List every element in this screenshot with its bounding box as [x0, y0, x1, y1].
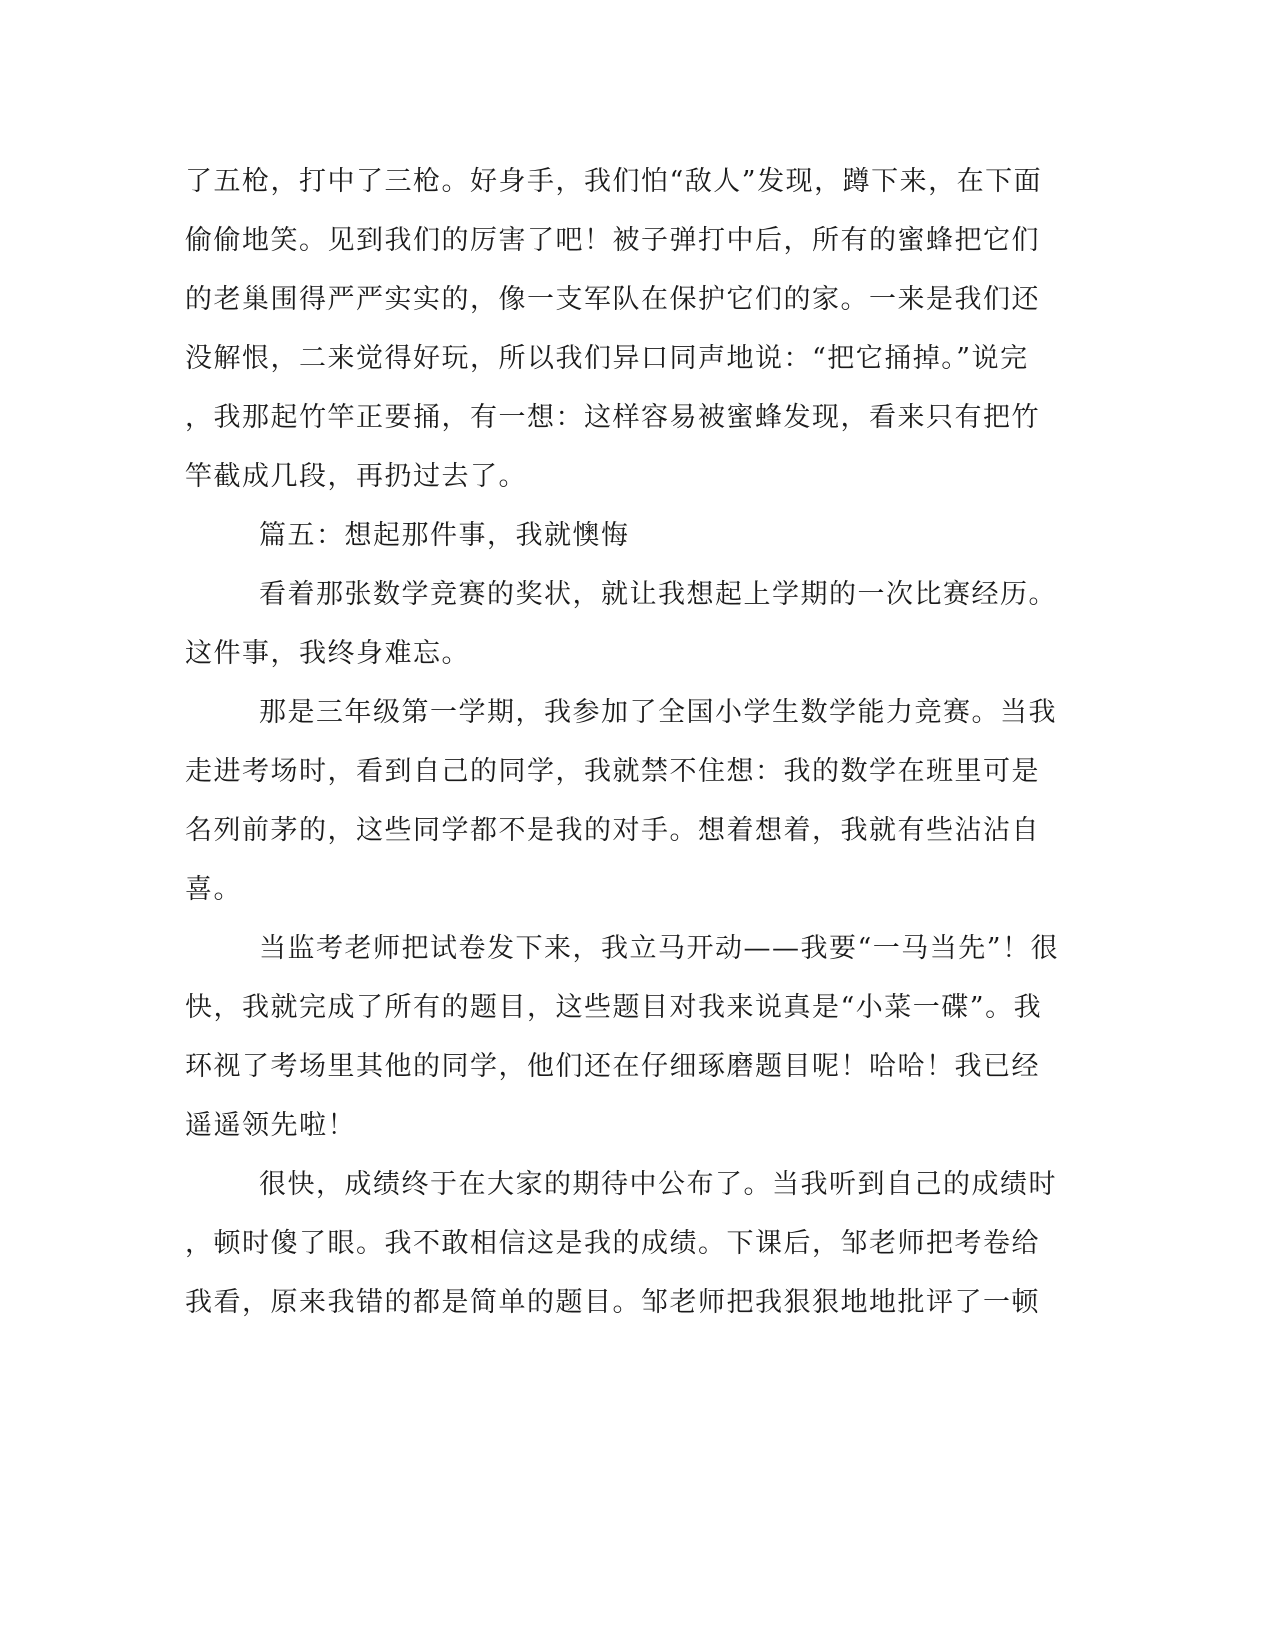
document-body: [185, 162, 1060, 1342]
text-line: 那是三年级第一学期，我参加了全国小学生数学能力竞赛。当我: [259, 697, 1057, 728]
text-line: ，我那起竹竿正要捅，有一想：这样容易被蜜蜂发现，看来只有把竹: [185, 402, 1040, 433]
text-line: 名列前茅的，这些同学都不是我的对手。想着想着，我就有些沾沾自: [185, 815, 1040, 846]
text-line: 遥遥领先啦！: [185, 1110, 356, 1141]
text-line: 当监考老师把试卷发下来，我立马开动——我要“一马当先”！很: [259, 933, 1060, 964]
text-line: 了五枪，打中了三枪。好身手，我们怕“敌人”发现，蹲下来，在下面: [185, 166, 1043, 197]
text-line: 偷偷地笑。见到我们的厉害了吧！被子弹打中后，所有的蜜蜂把它们: [185, 225, 1040, 256]
text-line: 很快，成绩终于在大家的期待中公布了。当我听到自己的成绩时: [259, 1169, 1057, 1200]
text-line: 的老巢围得严严实实的，像一支军队在保护它们的家。一来是我们还: [185, 284, 1040, 315]
text-line: ，顿时傻了眼。我不敢相信这是我的成绩。下课后，邹老师把考卷给: [185, 1228, 1040, 1259]
text-line: 这件事，我终身难忘。: [185, 638, 470, 669]
text-line: 篇五：想起那件事，我就懊悔: [259, 520, 630, 551]
text-line: 走进考场时，看到自己的同学，我就禁不住想：我的数学在班里可是: [185, 756, 1040, 787]
text-line: 我看，原来我错的都是简单的题目。邹老师把我狠狠地地批评了一顿: [185, 1287, 1040, 1318]
text-line: 没解恨，二来觉得好玩，所以我们异口同声地说：“把它捅掉。”说完: [185, 343, 1029, 374]
text-line: 竿截成几段，再扔过去了。: [185, 461, 527, 492]
text-line: 喜。: [185, 874, 242, 905]
text-line: 看着那张数学竞赛的奖状，就让我想起上学期的一次比赛经历。: [259, 579, 1057, 610]
text-line: 快，我就完成了所有的题目，这些题目对我来说真是“小菜一碟”。我: [185, 992, 1043, 1023]
text-line: 环视了考场里其他的同学，他们还在仔细琢磨题目呢！哈哈！我已经: [185, 1051, 1040, 1082]
